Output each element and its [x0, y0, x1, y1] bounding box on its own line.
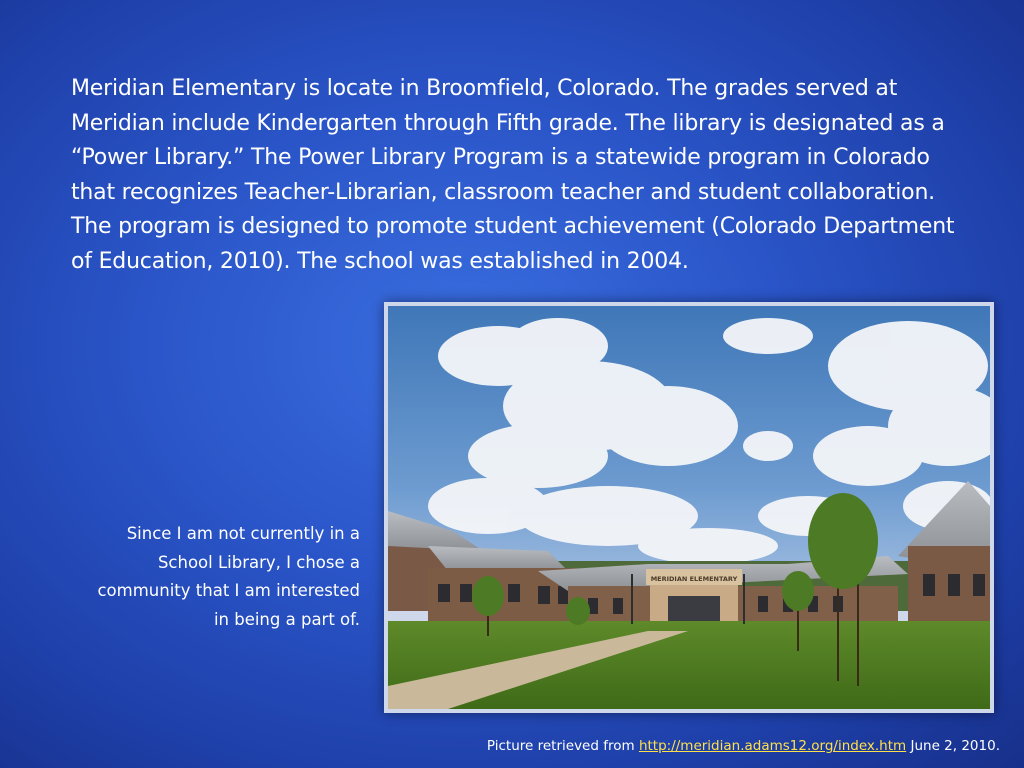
caption-suffix: June 2, 2010.	[906, 738, 1000, 754]
body-text: Meridian Elementary is locate in Broomfield, Colorado. The grades served at Meridian include Kindergarten through Fifth grade. The library is designated as a “Power Library.” The Power Library Program is a statewide program in Colorado that recognizes Teacher-Librarian, classroom teacher and student collaboration. The program is designed to promote student achievement (Colorado Department of Education, 2010). The school was established in 2004.	[71, 76, 955, 274]
side-note: Since I am not currently in a School Library, I chose a community that I am interested in being a part of.	[97, 524, 360, 629]
school-photo	[384, 302, 994, 713]
caption-prefix: Picture retrieved from	[486, 738, 639, 754]
school-sign: MERIDIAN ELEMENTARY	[650, 575, 738, 583]
photo-caption	[430, 738, 1000, 754]
school-photo-image	[388, 306, 990, 709]
source-link[interactable]: http://meridian.adams12.org/index.htm	[638, 738, 907, 754]
